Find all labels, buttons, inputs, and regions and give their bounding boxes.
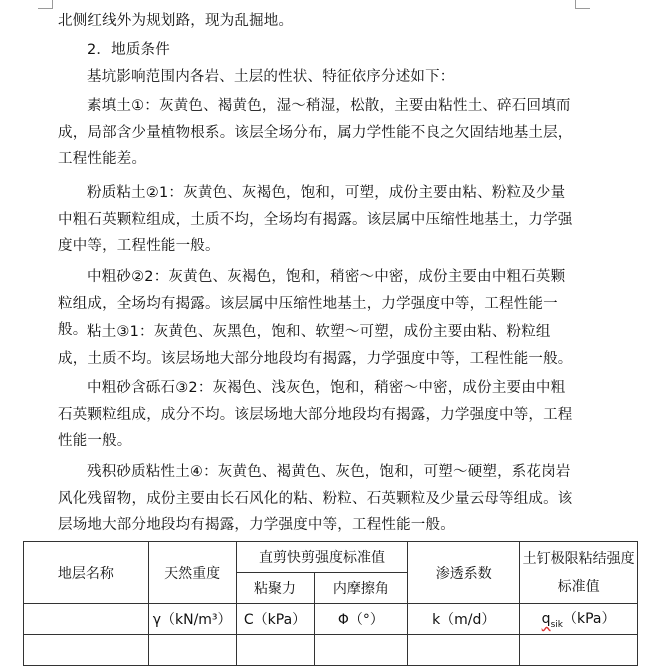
row-cell [24, 635, 149, 666]
unit-unit-weight: γ（kN/m³） [148, 604, 236, 635]
paragraph-residual-soil: 残积砂质粘性土④：灰黄色、褐黄色、灰色，饱和，可塑～硬塑，系花岗岩风化残留物，成份主要由长石风化的粘、粉粒、石英颗粒及少量云母等组成。该层场地大部分地段均有揭露，力学强度中等，工程性能一般。 [58, 464, 573, 533]
unit-friction-angle: Φ（°） [314, 604, 408, 635]
line-north-boundary: 北侧红线外为规划路，现为乱掘地。 [58, 13, 294, 29]
page-corner-mark-left [38, 0, 53, 9]
paragraph-coarse-sand: 中粗砂②2：灰黄色、灰褐色，饱和，稍密～中密，成份主要由中粗石英颗粒组成，全场均有揭露。该层属中压缩性地基土，力学强度中等，工程性能一般。 [58, 269, 566, 338]
paragraph-fill-soil: 素填土①：灰黄色、褐黄色，湿～稍湿，松散，主要由粘性土、碎石回填而成，局部含少量植物根系。该层全场分布，属力学性能不良之欠固结地基土层，工程性能差。 [58, 98, 573, 167]
row-cell [314, 635, 408, 666]
nail-symbol: q [541, 611, 551, 628]
row-cell [148, 635, 236, 666]
header-permeability: 渗透系数 [408, 542, 520, 604]
row-cell [520, 635, 638, 666]
paragraph-intro: 基坑影响范围内各岩、土层的性状、特征依序分述如下： [87, 69, 455, 85]
row-cell [236, 635, 314, 666]
unit-cell-empty [24, 604, 149, 635]
paragraph-sand-gravel: 中粗砂含砾石③2：灰褐色、浅灰色，饱和，稍密～中密，成份主要由中粗石英颗粒组成，成分不均。该层场地大部分地段均有揭露，力学强度中等，工程性能一般。 [58, 380, 573, 449]
header-layer-name: 地层名称 [24, 542, 149, 604]
header-friction-angle: 内摩擦角 [314, 573, 408, 604]
nail-subscript: sik [550, 619, 563, 630]
page-corner-mark-right [575, 0, 590, 9]
unit-cohesion: C（kPa） [236, 604, 314, 635]
paragraph-clay: 粘土③1：灰黄色、灰黑色，饱和、软塑～可塑，成份主要由粘、粉粒组成，土质不均。该层场地大部分地段均有揭露，力学强度中等，工程性能一般。 [58, 324, 573, 367]
header-unit-weight: 天然重度 [148, 542, 236, 604]
paragraph-silty-clay: 粉质粘土②1：灰黄色、灰褐色，饱和，可塑，成份主要由粘、粉粒及少量中粗石英颗粒组成，土质不均，全场均有揭露。该层属中压缩性地基土，力学强度中等，工程性能一般。 [58, 185, 573, 254]
soil-parameter-table [23, 541, 638, 666]
header-nail-bond: 土钉极限粘结强度标准值 [520, 542, 638, 604]
row-cell [408, 635, 520, 666]
header-direct-shear: 直剪快剪强度标准值 [236, 542, 408, 573]
unit-nail-bond [520, 604, 638, 635]
unit-permeability: k（m/d） [408, 604, 520, 635]
header-cohesion: 粘聚力 [236, 573, 314, 604]
heading-geology: 2．地质条件 [87, 42, 170, 58]
nail-unit: （kPa） [562, 611, 616, 628]
